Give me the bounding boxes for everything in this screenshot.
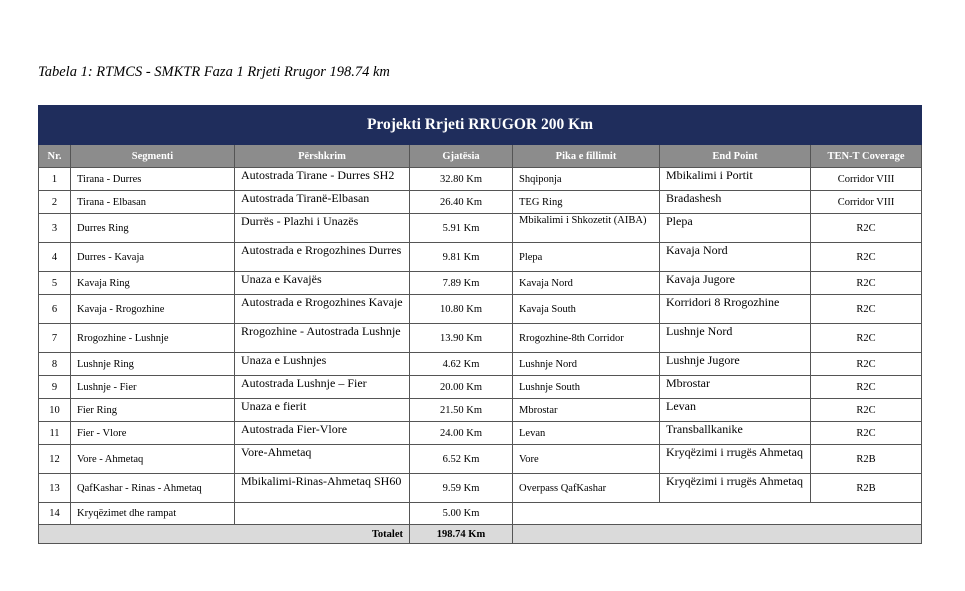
cell-segment: QafKashar - Rinas - Ahmetaq (71, 474, 235, 503)
cell-segment: Fier - Vlore (71, 422, 235, 445)
cell-start-point: Vore (513, 445, 660, 474)
cell-description: Autostrada Fier-Vlore (235, 422, 410, 445)
table-row (39, 399, 922, 422)
cell-start-point: Lushnje South (513, 376, 660, 399)
header-nr: Nr. (39, 145, 71, 168)
cell-length: 9.59 Km (410, 474, 513, 503)
cell-end-point: Kavaja Nord (660, 243, 811, 272)
cell-end-point: Kryqëzimi i rrugës Ahmetaq (660, 474, 811, 503)
cell-length: 4.62 Km (410, 353, 513, 376)
cell-nr: 6 (39, 295, 71, 324)
header-segment: Segmenti (71, 145, 235, 168)
cell-description: Autostrada Tirane - Durres SH2 (235, 168, 410, 191)
cell-tent-coverage: R2B (811, 474, 922, 503)
cell-segment: Kavaja Ring (71, 272, 235, 295)
cell-length: 5.00 Km (410, 503, 513, 525)
cell-end-point: Lushnje Jugore (660, 353, 811, 376)
cell-end-point: Mbrostar (660, 376, 811, 399)
total-label: Totalet (39, 525, 410, 544)
table-row (39, 295, 922, 324)
cell-end-point: Korridori 8 Rrogozhine (660, 295, 811, 324)
cell-nr: 11 (39, 422, 71, 445)
table-row (39, 191, 922, 214)
cell-tent-coverage: R2C (811, 214, 922, 243)
cell-start-point: Rrogozhine-8th Corridor (513, 324, 660, 353)
cell-description: Mbikalimi-Rinas-Ahmetaq SH60 (235, 474, 410, 503)
cell-end-point: Transballkanike (660, 422, 811, 445)
header-row (39, 145, 922, 168)
cell-segment: Tirana - Elbasan (71, 191, 235, 214)
cell-segment: Durres - Kavaja (71, 243, 235, 272)
cell-nr: 9 (39, 376, 71, 399)
cell-segment: Kavaja - Rrogozhine (71, 295, 235, 324)
cell-segment: Vore - Ahmetaq (71, 445, 235, 474)
cell-start-point: TEG Ring (513, 191, 660, 214)
table-row (39, 503, 922, 525)
cell-end-point: Mbikalimi i Portit (660, 168, 811, 191)
road-network-table (38, 105, 922, 544)
table-banner-title: Projekti Rrjeti RRUGOR 200 Km (39, 106, 922, 145)
cell-nr: 14 (39, 503, 71, 525)
table-row (39, 168, 922, 191)
cell-tent-coverage: R2C (811, 295, 922, 324)
cell-segment: Lushnje Ring (71, 353, 235, 376)
cell-description: Durrës - Plazhi i Unazës (235, 214, 410, 243)
table-row (39, 214, 922, 243)
cell-segment: Tirana - Durres (71, 168, 235, 191)
cell-length: 5.91 Km (410, 214, 513, 243)
cell-tent-coverage: R2C (811, 353, 922, 376)
cell-end-point: Lushnje Nord (660, 324, 811, 353)
cell-tent-coverage: R2C (811, 243, 922, 272)
cell-segment: Kryqëzimet dhe rampat (71, 503, 235, 525)
cell-start-point: Lushnje Nord (513, 353, 660, 376)
cell-tent-coverage: R2C (811, 324, 922, 353)
cell-start-point: Mbikalimi i Shkozetit (AIBA) (513, 214, 660, 243)
cell-end-point: Kavaja Jugore (660, 272, 811, 295)
header-end-point: End Point (660, 145, 811, 168)
cell-tent-coverage: R2C (811, 272, 922, 295)
cell-length: 26.40 Km (410, 191, 513, 214)
cell-length: 20.00 Km (410, 376, 513, 399)
cell-description: Autostrada Lushnje – Fier (235, 376, 410, 399)
table-row (39, 272, 922, 295)
cell-start-point: Kavaja South (513, 295, 660, 324)
cell-description: Autostrada Tiranë-Elbasan (235, 191, 410, 214)
total-row (39, 525, 922, 544)
cell-length: 10.80 Km (410, 295, 513, 324)
table-row (39, 474, 922, 503)
cell-description (235, 503, 410, 525)
table-row (39, 243, 922, 272)
header-tent-coverage: TEN-T Coverage (811, 145, 922, 168)
cell-segment: Lushnje - Fier (71, 376, 235, 399)
cell-nr: 7 (39, 324, 71, 353)
cell-description: Vore-Ahmetaq (235, 445, 410, 474)
cell-description: Autostrada e Rrogozhines Durres (235, 243, 410, 272)
cell-tent-coverage: Corridor VIII (811, 168, 922, 191)
cell-description: Rrogozhine - Autostrada Lushnje (235, 324, 410, 353)
cell-start-point: Levan (513, 422, 660, 445)
header-start-point: Pika e fillimit (513, 145, 660, 168)
table-row (39, 445, 922, 474)
cell-length: 21.50 Km (410, 399, 513, 422)
header-length: Gjatësia (410, 145, 513, 168)
table-row (39, 422, 922, 445)
cell-nr: 3 (39, 214, 71, 243)
cell-end-point: Kryqëzimi i rrugës Ahmetaq (660, 445, 811, 474)
cell-nr: 4 (39, 243, 71, 272)
cell-start-point: Shqiponja (513, 168, 660, 191)
cell-tent-coverage: R2C (811, 376, 922, 399)
cell-description: Unaza e Kavajës (235, 272, 410, 295)
cell-length: 32.80 Km (410, 168, 513, 191)
total-value: 198.74 Km (410, 525, 513, 544)
cell-length: 9.81 Km (410, 243, 513, 272)
cell-description: Unaza e fierit (235, 399, 410, 422)
header-description: Përshkrim (235, 145, 410, 168)
table-caption: Tabela 1: RTMCS - SMKTR Faza 1 Rrjeti Rrugor 198.74 km (38, 64, 390, 80)
cell-nr: 8 (39, 353, 71, 376)
cell-length: 7.89 Km (410, 272, 513, 295)
cell-length: 24.00 Km (410, 422, 513, 445)
cell-description: Unaza e Lushnjes (235, 353, 410, 376)
cell-end-point: Plepa (660, 214, 811, 243)
cell-start-point: Overpass QafKashar (513, 474, 660, 503)
cell-start-point: Mbrostar (513, 399, 660, 422)
cell-start-point: Plepa (513, 243, 660, 272)
cell-nr: 12 (39, 445, 71, 474)
cell-nr: 1 (39, 168, 71, 191)
cell-description: Autostrada e Rrogozhines Kavaje (235, 295, 410, 324)
cell-blank (513, 503, 922, 525)
table-row (39, 324, 922, 353)
cell-nr: 10 (39, 399, 71, 422)
cell-segment: Rrogozhine - Lushnje (71, 324, 235, 353)
table-row (39, 353, 922, 376)
table-row (39, 376, 922, 399)
cell-start-point: Kavaja Nord (513, 272, 660, 295)
cell-tent-coverage: R2C (811, 399, 922, 422)
cell-end-point: Levan (660, 399, 811, 422)
cell-nr: 5 (39, 272, 71, 295)
cell-nr: 13 (39, 474, 71, 503)
total-blank (513, 525, 922, 544)
cell-tent-coverage: Corridor VIII (811, 191, 922, 214)
cell-segment: Durres Ring (71, 214, 235, 243)
cell-tent-coverage: R2C (811, 422, 922, 445)
cell-nr: 2 (39, 191, 71, 214)
cell-length: 6.52 Km (410, 445, 513, 474)
cell-tent-coverage: R2B (811, 445, 922, 474)
cell-end-point: Bradashesh (660, 191, 811, 214)
cell-segment: Fier Ring (71, 399, 235, 422)
cell-length: 13.90 Km (410, 324, 513, 353)
